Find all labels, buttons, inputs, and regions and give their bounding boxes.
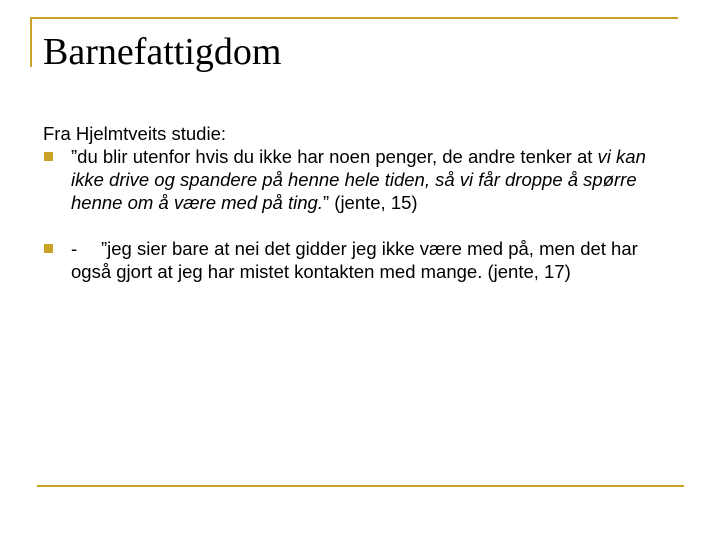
quote-1-italic: vi kan ikke drive og spandere på henne hele tiden, så vi får droppe å spørre henne om å være med på ting.: [71, 146, 646, 213]
quote-1-attribution: (jente, 15): [329, 192, 418, 213]
square-bullet-icon: [44, 244, 53, 253]
slide-title: Barnefattigdom: [43, 31, 282, 73]
bullet-quote-1: [43, 145, 683, 214]
top-rule: [30, 17, 678, 19]
intro-text: Fra Hjelmtveits studie:: [43, 123, 226, 144]
slide-body: [43, 122, 683, 283]
square-bullet-icon: [44, 152, 53, 161]
bullet-quote-2: [43, 237, 683, 283]
quote-2-text: ”jeg sier bare at nei det gidder jeg ikke være med på, men det har også gjort at jeg har mistet kontakten med mange. (jente, 17): [71, 238, 638, 282]
quote-1-close: ”: [322, 192, 330, 213]
quote-1-text: ”du blir utenfor hvis du ikke har noen penger, de andre tenker at: [71, 146, 593, 167]
bottom-rule: [37, 485, 684, 487]
quote-2-dash: -: [71, 238, 78, 259]
left-rule: [30, 17, 32, 67]
